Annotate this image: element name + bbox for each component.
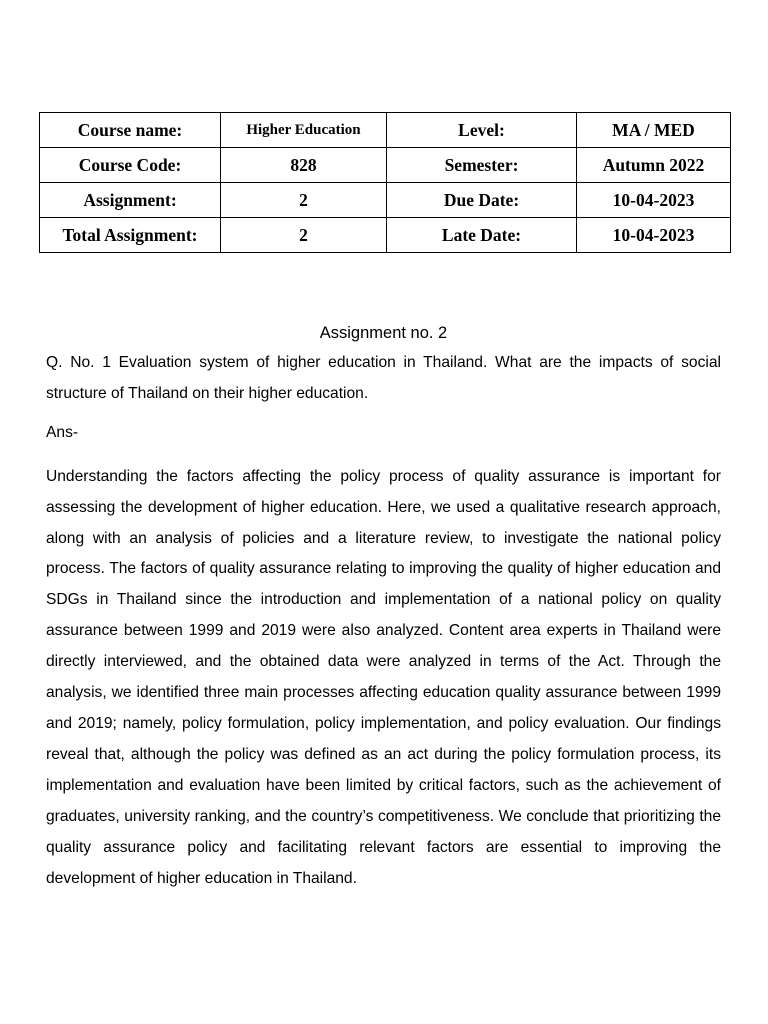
- course-code-label: Course Code:: [40, 148, 221, 183]
- total-assignment-label: Total Assignment:: [40, 218, 221, 253]
- table-row: [40, 183, 731, 218]
- answer-label: Ans-: [46, 423, 79, 441]
- answer-body: Understanding the factors affecting the policy process of quality assurance is important for assessing the development of higher education. Here, we used a qualitative research approach, along with an analysis of policies and a literature review, to investigate the national policy process. The factors of quality assurance relating to improving the quality of higher education and SDGs in Thailand since the introduction and implementation of a national policy on quality assurance between 1999 and 2019 were also analyzed. Content area experts in Thailand were directly interviewed, and the obtained data were analyzed in terms of the Act. Through the analysis, we identified three main processes affecting education quality assurance between 1999 and 2019; namely, policy formulation, policy implementation, and policy evaluation. Our findings reveal that, although the policy was defined as an act during the policy formulation process, its implementation and evaluation have been limited by critical factors, such as the achievement of graduates, university ranking, and the country’s competitiveness. We conclude that prioritizing the quality assurance policy and facilitating relevant factors are essential to improving the development of higher education in Thailand.: [46, 467, 721, 887]
- late-date-value: 10-04-2023: [577, 218, 731, 253]
- course-info-table: [39, 112, 731, 253]
- course-name-label: Course name:: [40, 113, 221, 148]
- due-date-value: 10-04-2023: [577, 183, 731, 218]
- course-name-value: Higher Education: [221, 113, 387, 148]
- total-assignment-value: 2: [221, 218, 387, 253]
- semester-label: Semester:: [387, 148, 577, 183]
- assignment-value: 2: [221, 183, 387, 218]
- assignment-document: [46, 318, 721, 894]
- level-label: Level:: [387, 113, 577, 148]
- late-date-label: Late Date:: [387, 218, 577, 253]
- due-date-label: Due Date:: [387, 183, 577, 218]
- table-row: [40, 113, 731, 148]
- course-code-value: 828: [221, 148, 387, 183]
- assignment-title: Assignment no. 2: [319, 324, 448, 342]
- semester-value: Autumn 2022: [577, 148, 731, 183]
- assignment-label: Assignment:: [40, 183, 221, 218]
- table-row: [40, 218, 731, 253]
- level-value: MA / MED: [577, 113, 731, 148]
- table-row: [40, 148, 731, 183]
- question-text: Q. No. 1 Evaluation system of higher education in Thailand. What are the impacts of social structure of Thailand on their higher education.: [46, 354, 721, 402]
